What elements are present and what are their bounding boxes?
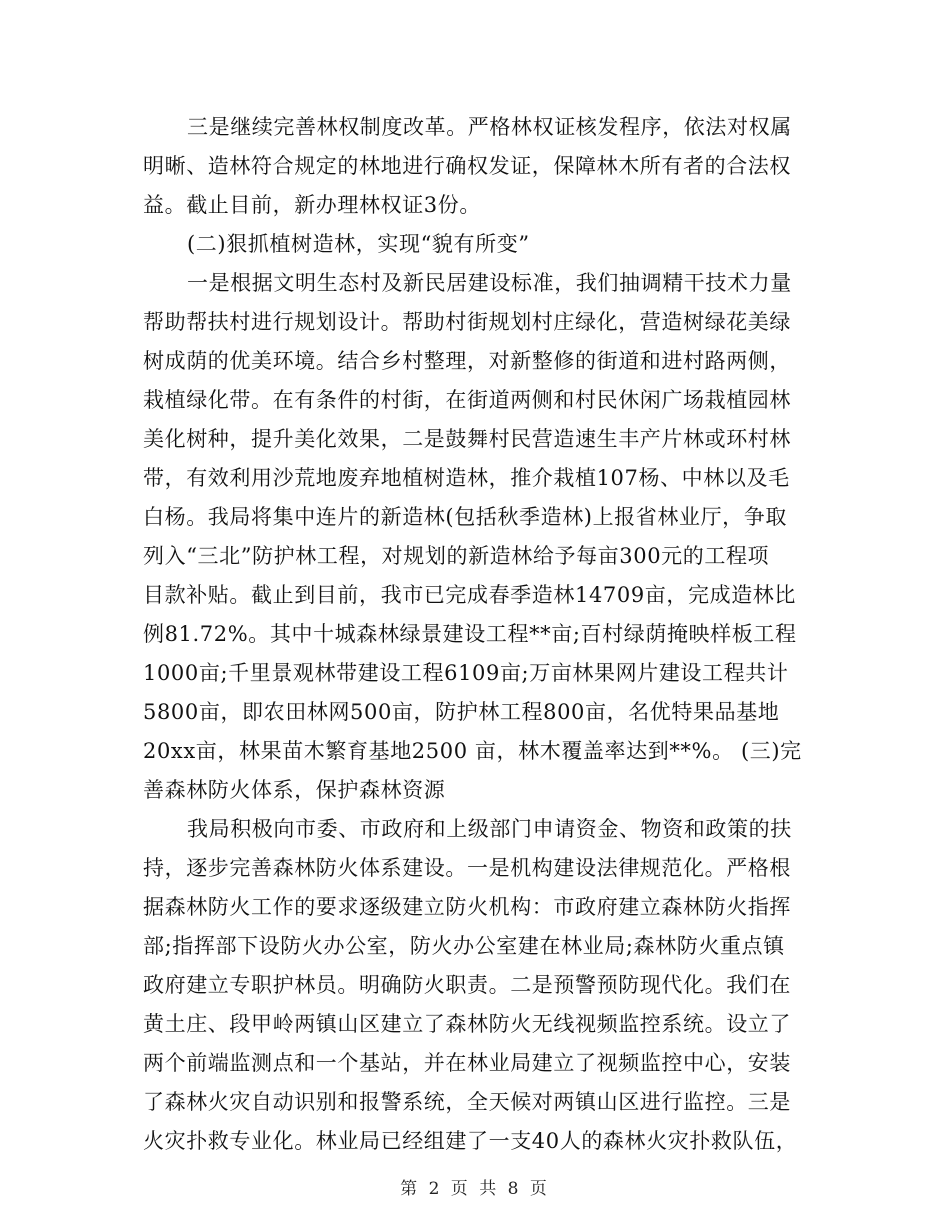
text-line: 目款补贴。截止到目前，我市已完成春季造林14709亩，完成造林比 bbox=[143, 583, 797, 607]
text-line: 两个前端监测点和一个基站，并在林业局建立了视频监控中心，安装 bbox=[143, 1051, 791, 1075]
text-line: 政府建立专职护林员。明确防火职责。二是预警预防现代化。我们在 bbox=[143, 973, 791, 997]
text-line: 一是根据文明生态村及新民居建设标准，我们抽调精干技术力量 bbox=[187, 271, 792, 295]
body-text bbox=[143, 108, 803, 1161]
text-line: 栽植绿化带。在有条件的村街，在街道两侧和村民休闲广场栽植园林 bbox=[143, 388, 791, 412]
text-line: 帮助帮扶村进行规划设计。帮助村街规划村庄绿化，营造树绿花美绿 bbox=[143, 310, 791, 334]
text-line: 据森林防火工作的要求逐级建立防火机构：市政府建立森林防火指挥 bbox=[143, 895, 791, 919]
text-line: 部;指挥部下设防火办公室，防火办公室建在林业局;森林防火重点镇 bbox=[143, 934, 785, 958]
page-number-footer: 第 2 页 共 8 页 bbox=[400, 1179, 550, 1199]
text-line: 善森林防火体系，保护森林资源 bbox=[143, 778, 446, 802]
text-line: 持，逐步完善森林防火体系建设。一是机构建设法律规范化。严格根 bbox=[143, 856, 791, 880]
text-line: 5800亩，即农田林网500亩，防护林工程800亩，名优特果品基地 bbox=[143, 700, 780, 724]
text-line: 明晰、造林符合规定的林地进行确权发证，保障林木所有者的合法权 bbox=[143, 154, 791, 178]
text-line: 例81.72%。其中十城森林绿景建设工程**亩;百村绿荫掩映样板工程 bbox=[143, 622, 797, 646]
text-line: 美化树种，提升美化效果，二是鼓舞村民营造速生丰产片林或环村林 bbox=[143, 427, 791, 451]
text-line: 益。截止目前，新办理林权证3份。 bbox=[143, 193, 481, 217]
section-heading: (二)狠抓植树造林，实现“貌有所变” bbox=[187, 232, 530, 256]
text-line: 火灾扑救专业化。林业局已经组建了一支40人的森林火灾扑救队伍， bbox=[143, 1129, 798, 1153]
text-line: 20xx亩，林果苗木繁育基地2500 亩，林木覆盖率达到**%。 (三)完 bbox=[143, 739, 802, 763]
text-line: 白杨。我局将集中连片的新造林(包括秋季造林)上报省林业厅，争取 bbox=[143, 505, 787, 529]
text-line: 三是继续完善林权制度改革。严格林权证核发程序，依法对权属 bbox=[187, 115, 792, 139]
text-line: 树成荫的优美环境。结合乡村整理，对新整修的街道和进村路两侧， bbox=[143, 349, 791, 373]
text-line: 列入“三北”防护林工程，对规划的新造林给予每亩300元的工程项 bbox=[143, 544, 770, 568]
text-line: 1000亩;千里景观林带建设工程6109亩;万亩林果网片建设工程共计 bbox=[143, 661, 789, 685]
text-line: 了森林火灾自动识别和报警系统，全天候对两镇山区进行监控。三是 bbox=[143, 1090, 791, 1114]
text-line: 黄土庄、段甲岭两镇山区建立了森林防火无线视频监控系统。设立了 bbox=[143, 1012, 791, 1036]
text-line: 我局积极向市委、市政府和上级部门申请资金、物资和政策的扶 bbox=[187, 817, 792, 841]
text-line: 带，有效利用沙荒地废弃地植树造林，推介栽植107杨、中林以及毛 bbox=[143, 466, 790, 490]
